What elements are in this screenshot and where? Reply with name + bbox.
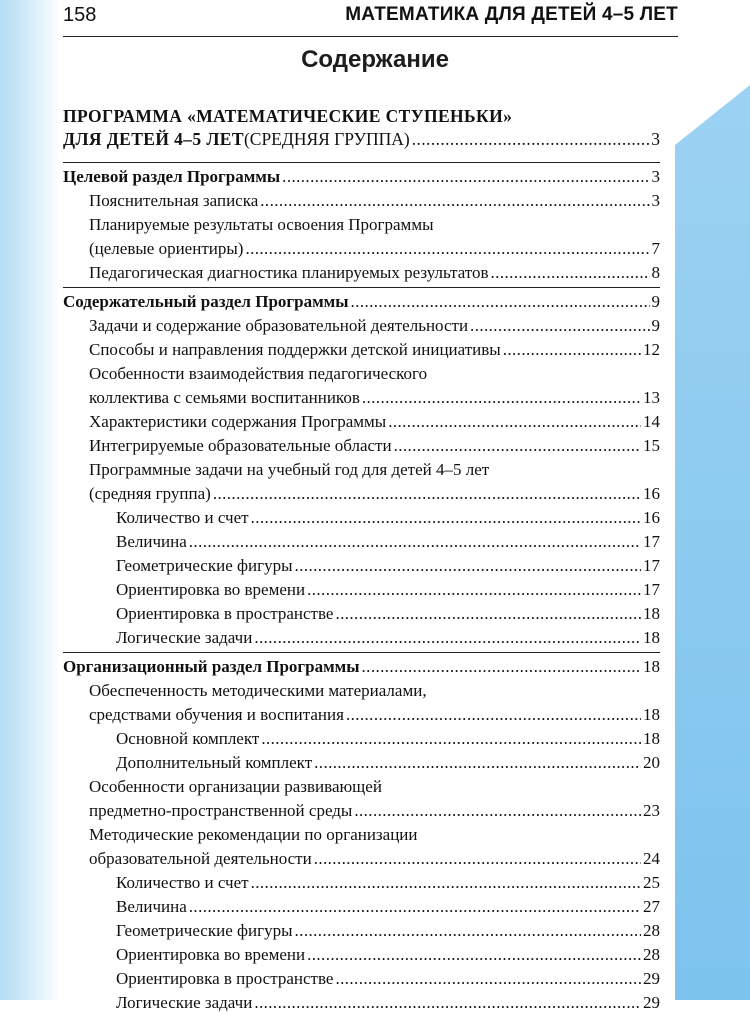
toc-entry[interactable] bbox=[63, 261, 660, 285]
leader-dots bbox=[394, 434, 641, 458]
toc-subentry[interactable] bbox=[63, 727, 660, 751]
toc-entry-text: Способы и направления поддержки детской инициативы bbox=[89, 340, 501, 359]
toc-entry[interactable] bbox=[63, 362, 660, 410]
toc-page-number: 29 bbox=[643, 969, 660, 988]
toc-page-number: 18 bbox=[643, 705, 660, 724]
toc-entry-text: Логические задачи bbox=[116, 993, 253, 1012]
leader-dots bbox=[470, 314, 649, 338]
toc-entry-text: Содержательный раздел Программы bbox=[63, 292, 349, 311]
toc-page-number: 20 bbox=[643, 753, 660, 772]
toc-subentry[interactable] bbox=[63, 751, 660, 775]
leader-dots bbox=[189, 530, 641, 554]
toc-entry-text: Ориентировка в пространстве bbox=[116, 969, 334, 988]
toc-page-number: 9 bbox=[651, 316, 660, 335]
toc-entry[interactable] bbox=[63, 434, 660, 458]
leader-dots bbox=[213, 482, 641, 506]
toc-entry-text: Основной комплект bbox=[116, 729, 260, 748]
leader-dots bbox=[346, 703, 641, 727]
toc-page-number: 25 bbox=[643, 873, 660, 892]
leader-dots bbox=[388, 410, 641, 434]
toc-page-number: 8 bbox=[651, 263, 660, 282]
toc-entry-text: Величина bbox=[116, 897, 187, 916]
toc-page-number: 15 bbox=[643, 436, 660, 455]
toc-subentry[interactable] bbox=[63, 626, 660, 650]
leader-dots bbox=[307, 943, 641, 967]
toc-entry-text: Методические рекомендации по организации bbox=[89, 825, 418, 844]
toc-entry-text: предметно-пространственной среды bbox=[89, 801, 353, 820]
toc-section[interactable] bbox=[63, 162, 660, 189]
toc-page-number: 23 bbox=[643, 801, 660, 820]
toc-entry-text: Особенности организации развивающей bbox=[89, 777, 382, 796]
leader-dots bbox=[335, 967, 641, 991]
toc-entry-text: средствами обучения и воспитания bbox=[89, 705, 344, 724]
toc-entry[interactable] bbox=[63, 213, 660, 261]
toc-page-number: 13 bbox=[643, 388, 660, 407]
toc-subentry[interactable] bbox=[63, 554, 660, 578]
toc-subentry[interactable] bbox=[63, 871, 660, 895]
toc-entry-text: Геометрические фигуры bbox=[116, 556, 293, 575]
toc-page-number: 28 bbox=[643, 945, 660, 964]
running-title: МАТЕМАТИКА ДЛЯ ДЕТЕЙ 4–5 ЛЕТ bbox=[345, 4, 678, 25]
toc-entry-text: Особенности взаимодействия педагогического bbox=[89, 364, 428, 383]
toc-entry[interactable] bbox=[63, 823, 660, 871]
toc-program-heading[interactable] bbox=[63, 105, 660, 151]
toc-entry[interactable] bbox=[63, 338, 660, 362]
leader-dots bbox=[491, 261, 650, 285]
leader-dots bbox=[251, 506, 641, 530]
toc-page-number: 7 bbox=[651, 239, 660, 258]
toc-entry-text: Количество и счет bbox=[116, 508, 249, 527]
leader-dots bbox=[362, 655, 641, 679]
toc-page-number: 27 bbox=[643, 897, 660, 916]
toc-subentry[interactable] bbox=[63, 578, 660, 602]
toc-entry[interactable] bbox=[63, 314, 660, 338]
toc-entry-text: коллектива с семьями воспитанников bbox=[89, 388, 360, 407]
toc-entry-text: Ориентировка во времени bbox=[116, 945, 306, 964]
leader-dots bbox=[245, 237, 649, 261]
toc-subentry[interactable] bbox=[63, 967, 660, 991]
toc-entry-text: Ориентировка в пространстве bbox=[116, 604, 334, 623]
toc-entry-text: Целевой раздел Программы bbox=[63, 167, 281, 186]
leader-dots bbox=[260, 189, 649, 213]
toc-entry-text: Логические задачи bbox=[116, 628, 253, 647]
toc-page-number: 17 bbox=[643, 556, 660, 575]
toc-page-number: 3 bbox=[651, 129, 660, 149]
toc-subentry[interactable] bbox=[63, 991, 660, 1015]
leader-dots bbox=[251, 871, 641, 895]
page-number: 158 bbox=[63, 4, 97, 26]
program-title-line1: ПРОГРАММА «МАТЕМАТИЧЕСКИЕ СТУПЕНЬКИ» bbox=[63, 106, 513, 126]
toc-subentry[interactable] bbox=[63, 895, 660, 919]
leader-dots bbox=[412, 128, 650, 151]
page-title: Содержание bbox=[301, 46, 449, 73]
toc-entry-text: Геометрические фигуры bbox=[116, 921, 293, 940]
leader-dots bbox=[295, 919, 641, 943]
toc-entry-text: Дополнительный комплект bbox=[116, 753, 313, 772]
leader-dots bbox=[362, 386, 641, 410]
program-title-line2 bbox=[63, 128, 660, 151]
toc-section[interactable] bbox=[63, 287, 660, 314]
toc-page-number: 17 bbox=[643, 532, 660, 551]
leader-dots bbox=[351, 290, 650, 314]
toc-entry-text: образовательной деятельности bbox=[89, 849, 312, 868]
toc-page-number: 3 bbox=[651, 191, 660, 210]
toc-entry-text: Количество и счет bbox=[116, 873, 249, 892]
toc-page-number: 24 bbox=[643, 849, 660, 868]
leader-dots bbox=[307, 578, 641, 602]
toc-page-number: 12 bbox=[643, 340, 660, 359]
toc-subentry[interactable] bbox=[63, 530, 660, 554]
toc-page-number: 16 bbox=[643, 508, 660, 527]
leader-dots bbox=[354, 799, 641, 823]
program-title-bold: ДЛЯ ДЕТЕЙ 4–5 ЛЕТ bbox=[63, 129, 244, 149]
leader-dots bbox=[314, 847, 641, 871]
toc-entry-text: (целевые ориентиры) bbox=[89, 239, 244, 258]
toc-page-number: 29 bbox=[643, 993, 660, 1012]
page-header bbox=[63, 0, 678, 37]
toc-entry-text: Педагогическая диагностика планируемых результатов bbox=[89, 263, 489, 282]
toc-entry-text: Программные задачи на учебный год для детей 4–5 лет bbox=[89, 460, 490, 479]
toc-entry-text: Обеспеченность методическими материалами, bbox=[89, 681, 427, 700]
toc-entry-text: Организационный раздел Программы bbox=[63, 657, 360, 676]
toc-page-number: 9 bbox=[651, 292, 660, 311]
corner-decoration bbox=[675, 0, 750, 1000]
toc-page-number: 14 bbox=[643, 412, 660, 431]
toc-entry[interactable] bbox=[63, 410, 660, 434]
toc-subentry[interactable] bbox=[63, 602, 660, 626]
toc-entry-text: Пояснительная записка bbox=[89, 191, 259, 210]
left-margin-gradient bbox=[0, 0, 60, 1000]
table-of-contents bbox=[63, 162, 660, 1015]
leader-dots bbox=[503, 338, 641, 362]
toc-page-number: 18 bbox=[643, 604, 660, 623]
toc-page-number: 18 bbox=[643, 729, 660, 748]
toc-entry-text: (средняя группа) bbox=[89, 484, 211, 503]
toc-entry-text: Планируемые результаты освоения Программы bbox=[89, 215, 434, 234]
toc-entry-text: Интегрируемые образовательные области bbox=[89, 436, 392, 455]
toc-entry[interactable] bbox=[63, 189, 660, 213]
toc-page-number: 28 bbox=[643, 921, 660, 940]
program-title-rest: (СРЕДНЯЯ ГРУППА) bbox=[243, 129, 410, 149]
toc-entry-text: Величина bbox=[116, 532, 187, 551]
toc-page-number: 18 bbox=[643, 628, 660, 647]
toc-page-number: 18 bbox=[643, 657, 660, 676]
toc-page-number: 17 bbox=[643, 580, 660, 599]
leader-dots bbox=[295, 554, 641, 578]
leader-dots bbox=[254, 991, 641, 1015]
toc-section[interactable] bbox=[63, 652, 660, 679]
toc-entry[interactable] bbox=[63, 775, 660, 823]
toc-entry-text: Задачи и содержание образовательной деятельности bbox=[89, 316, 469, 335]
leader-dots bbox=[189, 895, 641, 919]
toc-entry-text: Характеристики содержания Программы bbox=[89, 412, 387, 431]
toc-entry-text: Ориентировка во времени bbox=[116, 580, 306, 599]
toc-entry[interactable] bbox=[63, 679, 660, 727]
toc-subentry[interactable] bbox=[63, 919, 660, 943]
leader-dots bbox=[335, 602, 641, 626]
toc-entry[interactable] bbox=[63, 458, 660, 506]
toc-page-number: 3 bbox=[651, 167, 660, 186]
toc-page-number: 16 bbox=[643, 484, 660, 503]
toc-subentry[interactable] bbox=[63, 943, 660, 967]
leader-dots bbox=[254, 626, 641, 650]
leader-dots bbox=[261, 727, 641, 751]
toc-subentry[interactable] bbox=[63, 506, 660, 530]
leader-dots bbox=[282, 165, 649, 189]
leader-dots bbox=[314, 751, 641, 775]
